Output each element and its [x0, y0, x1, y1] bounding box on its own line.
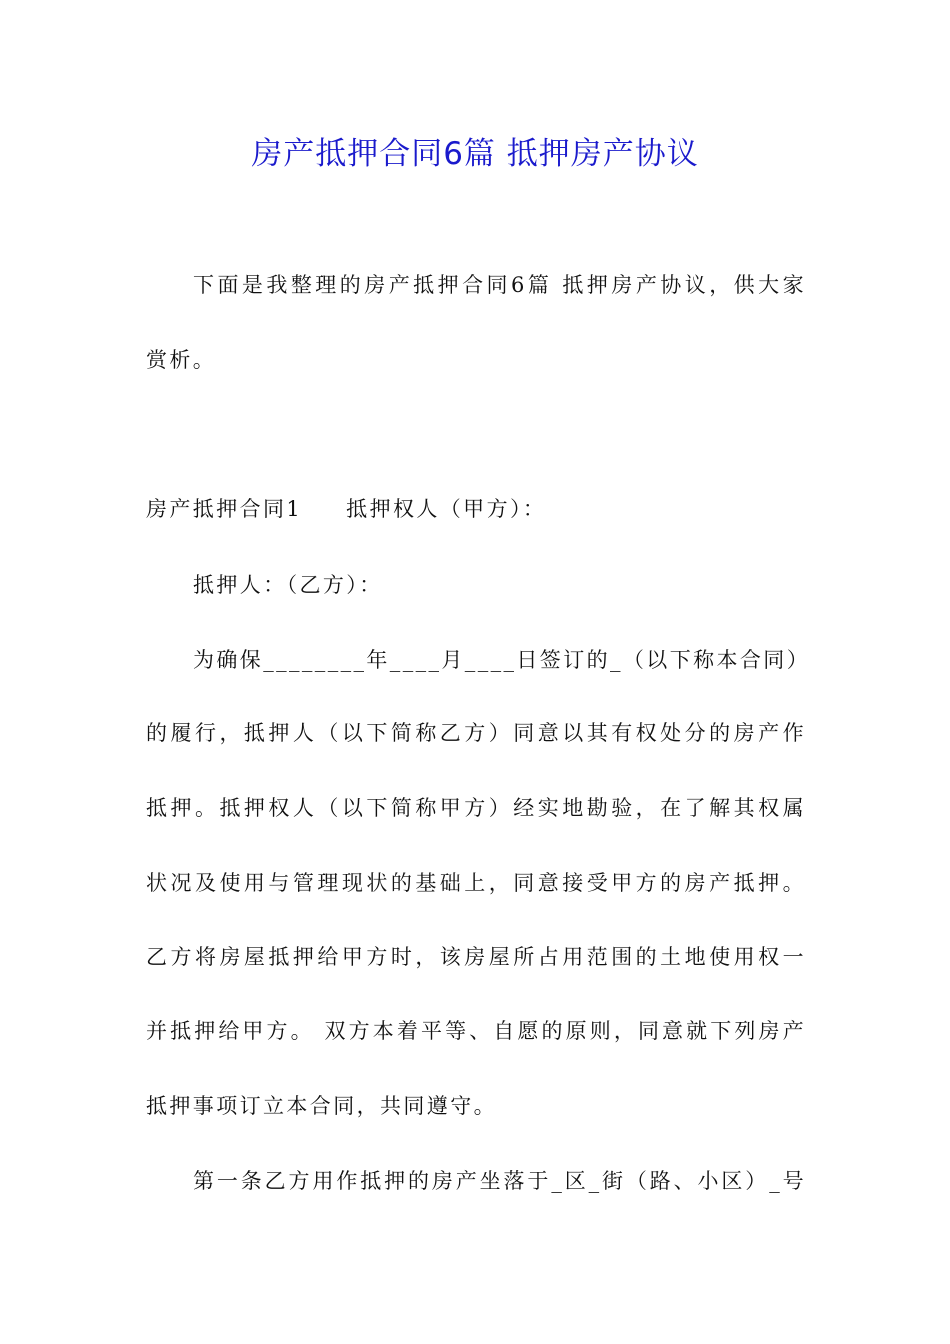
body-line-6: 并抵押给甲方。 双方本着平等、自愿的原则，同意就下列房产	[146, 1019, 806, 1043]
mortgagee-label: 抵押权人（甲方）：	[346, 497, 547, 521]
body-line-3: 抵押。抵押权人（以下简称甲方）经实地勘验，在了解其权属	[146, 796, 806, 820]
body-line-2: 的履行，抵押人（以下简称乙方）同意以其有权处分的房产作	[146, 721, 806, 745]
document-title: 房产抵押合同6篇 抵押房产协议	[251, 136, 699, 172]
contract-heading-line	[146, 494, 806, 524]
intro-line-2: 赏析。	[146, 348, 217, 372]
mortgagor-label: 抵押人：（乙方）：	[193, 573, 383, 597]
contract-heading: 房产抵押合同1	[146, 497, 303, 521]
body-line-4: 状况及使用与管理现状的基础上，同意接受甲方的房产抵押。	[146, 871, 806, 895]
body-line-7: 抵押事项订立本合同，共同遵守。	[146, 1094, 497, 1118]
intro-line-1: 下面是我整理的房产抵押合同6篇 抵押房产协议，供大家	[193, 273, 806, 297]
body-line-5: 乙方将房屋抵押给甲方时，该房屋所占用范围的土地使用权一	[146, 945, 806, 969]
body-line-1: 为确保________年____月____日签订的_（以下称本合同）	[193, 648, 811, 672]
article-1-line: 第一条乙方用作抵押的房产坐落于_区_街（路、小区）_号	[193, 1169, 806, 1193]
